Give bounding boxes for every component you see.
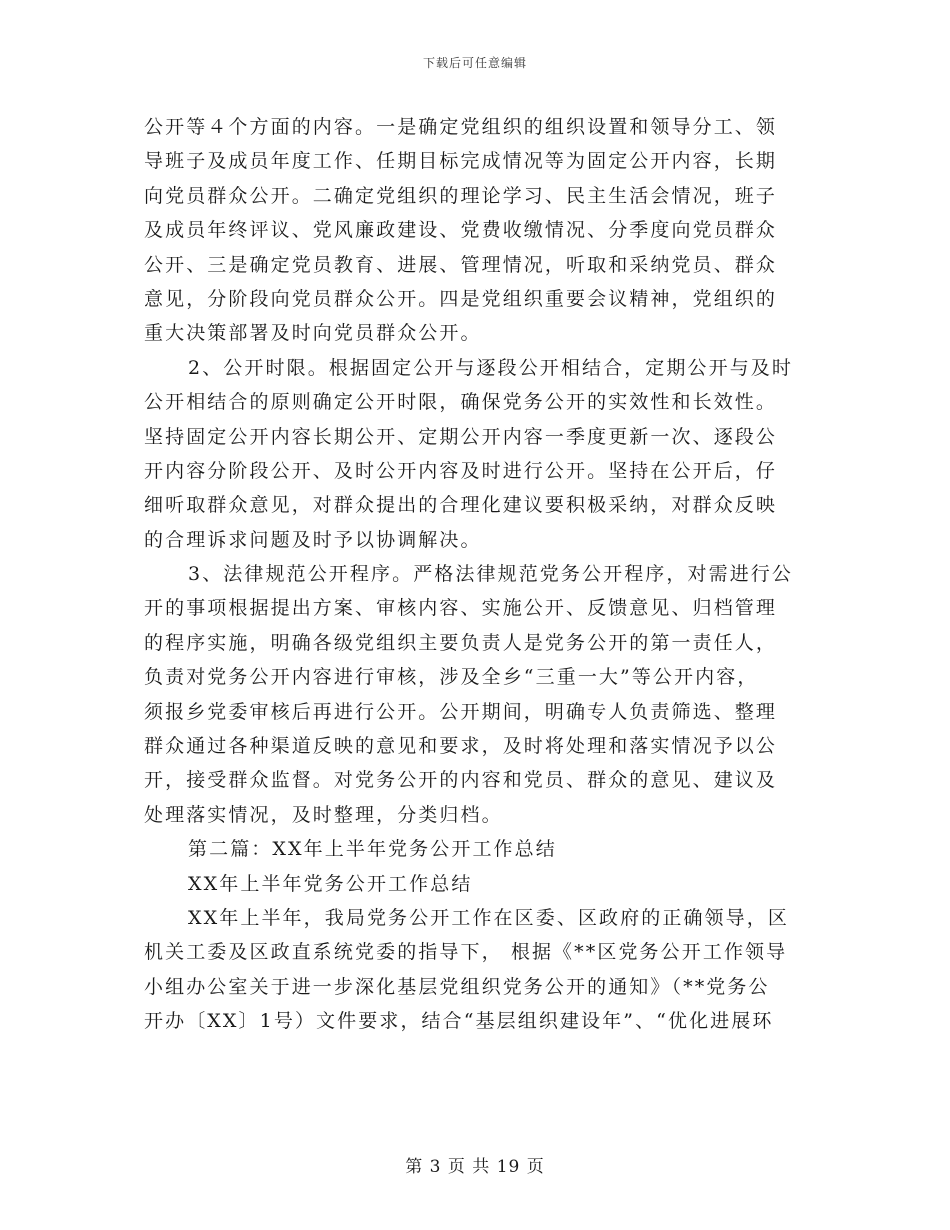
text-line: 处理落实情况，及时整理，分类归档。 xyxy=(144,803,503,826)
text-line: 开内容分阶段公开、及时公开内容及时进行公开。坚持在公开后，仔 xyxy=(144,459,778,482)
text-line: 群众通过各种渠道反映的意见和要求，及时将处理和落实情况予以公 xyxy=(144,735,778,758)
paragraph-start-line: 2、公开时限。根据固定公开与逐段公开相结合，定期公开与及时 xyxy=(188,356,793,379)
section-heading: 第二篇：XX年上半年党务公开工作总结 xyxy=(188,838,557,861)
text-line: 公开相结合的原则确定公开时限，确保党务公开的实效性和长效性。 xyxy=(144,391,778,414)
text-line: 公开、三是确定党员教育、进展、管理情况，听取和采纳党员、群众 xyxy=(144,253,778,276)
text-line: 重大决策部署及时向党员群众公开。 xyxy=(144,322,482,345)
text-line: 公开等４个方面的内容。一是确定党组织的组织设置和领导分工、领 xyxy=(144,116,778,138)
text-line: 机关工委及区政直系统党委的指导下， 根据《**区党务公开工作领导 xyxy=(144,941,788,964)
document-title: XX年上半年党务公开工作总结 xyxy=(188,872,473,895)
text-line: 意见，分阶段向党员群众公开。四是党组织重要会议精神，党组织的 xyxy=(144,287,778,310)
text-line: 的合理诉求问题及时予以协调解决。 xyxy=(144,528,482,551)
text-line: 细听取群众意见，对群众提出的合理化建议要积极采纳，对群众反映 xyxy=(144,494,778,517)
text-line: 负责对党务公开内容进行审核，涉及全乡“三重一大”等公开内容， xyxy=(144,666,759,689)
text-line: 向党员群众公开。二确定党组织的理论学习、民主生活会情况，班子 xyxy=(144,184,778,207)
text-line: 开办〔XX〕1号）文件要求，结合“基层组织建设年”、“优化进展环 xyxy=(144,1010,774,1033)
page-number: 第 3 页 共 19 页 xyxy=(405,1157,545,1177)
text-line: 开，接受群众监督。对党务公开的内容和党员、群众的意见、建议及 xyxy=(144,769,778,792)
text-line: 开的事项根据提出方案、审核内容、实施公开、反馈意见、归档管理 xyxy=(144,597,778,620)
text-line: 的程序实施，明确各级党组织主要负责人是党务公开的第一责任人， xyxy=(144,631,778,654)
page-header: 下载后可任意编辑 xyxy=(422,56,527,70)
text-line: 须报乡党委审核后再进行公开。公开期间，明确专人负责筛选、整理 xyxy=(144,700,778,723)
paragraph-start-line: 3、法律规范公开程序。严格法律规范党务公开程序，对需进行公 xyxy=(188,563,793,586)
text-line: 及成员年终评议、党风廉政建设、党费收缴情况、分季度向党员群众 xyxy=(144,219,778,242)
text-line: 导班子及成员年度工作、任期目标完成情况等为固定公开内容，长期 xyxy=(144,150,778,173)
document-body xyxy=(144,110,810,1039)
text-line: 小组办公室关于进一步深化基层党组织党务公开的通知》（**党务公 xyxy=(144,975,770,998)
text-line: 坚持固定公开内容长期公开、定期公开内容一季度更新一次、逐段公 xyxy=(144,425,778,448)
paragraph-start-line: XX年上半年，我局党务公开工作在区委、区政府的正确领导，区 xyxy=(188,906,789,929)
